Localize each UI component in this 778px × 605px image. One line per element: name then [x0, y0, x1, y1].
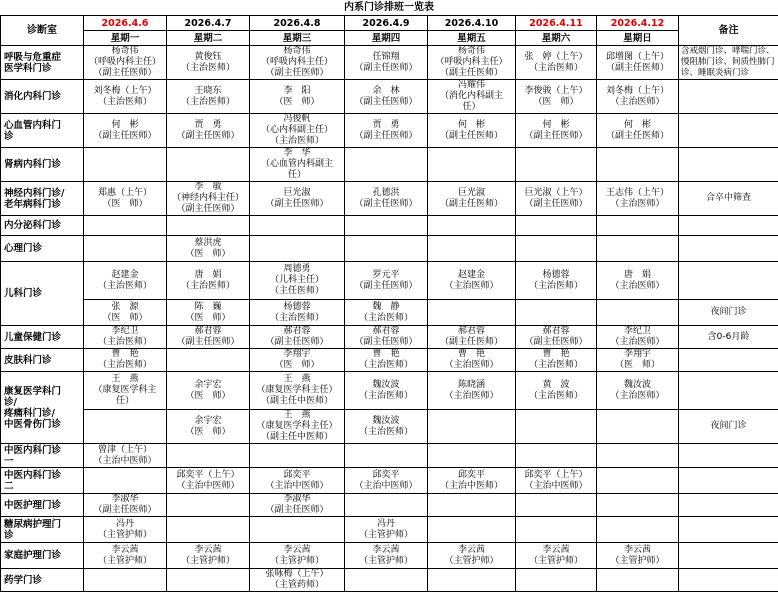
- schedule-cell: [84, 148, 167, 182]
- weekday-header: 星期日: [597, 31, 679, 46]
- schedule-cell: 任锦翔 （副主任医师）: [345, 46, 428, 80]
- schedule-cell: 何 彬 （副主任医师）: [597, 114, 679, 148]
- schedule-cell: 郑惠（上午） （医 师）: [84, 182, 167, 216]
- schedule-cell: 冯耀伟 （消化内科副主 任）: [428, 80, 516, 114]
- schedule-table: [0, 15, 778, 592]
- table-row: [1, 148, 778, 182]
- weekday-header: 星期二: [167, 31, 250, 46]
- schedule-cell: 郝君蓉 （副主任医师）: [167, 326, 250, 349]
- note-cell: [679, 494, 778, 517]
- schedule-cell: [597, 216, 679, 236]
- table-row: [1, 410, 778, 444]
- schedule-cell: [516, 410, 597, 444]
- note-cell: [679, 569, 778, 592]
- schedule-cell: [345, 569, 428, 592]
- schedule-cell: [428, 569, 516, 592]
- schedule-cell: 李翔宇 （医 师）: [250, 349, 345, 372]
- schedule-cell: [516, 517, 597, 543]
- table-row: [1, 326, 778, 349]
- schedule-cell: [167, 569, 250, 592]
- schedule-cell: [516, 148, 597, 182]
- note-cell: [679, 236, 778, 262]
- note-cell: [679, 216, 778, 236]
- schedule-cell: 李云茜 （主管护师）: [167, 543, 250, 569]
- schedule-cell: [250, 444, 345, 468]
- dept-header: 诊断室: [1, 16, 84, 46]
- dept-name: 皮肤科门诊: [1, 349, 84, 372]
- schedule-cell: 贾 勇 （副主任医师）: [345, 114, 428, 148]
- schedule-cell: [345, 444, 428, 468]
- dept-name: 儿童保健门诊: [1, 326, 84, 349]
- schedule-cell: 王 燕 （康复医学科主任） （副主任中医师）: [250, 410, 345, 444]
- schedule-cell: 巨光淑 （副主任医师）: [250, 182, 345, 216]
- schedule-cell: 李淑华 （副主任医师）: [84, 494, 167, 517]
- table-row: [1, 46, 778, 80]
- schedule-cell: 李云茜 （主管护师）: [516, 543, 597, 569]
- schedule-cell: 郝君蓉 （副主任医师）: [345, 326, 428, 349]
- schedule-cell: 黄俊钰 （主治医师）: [167, 46, 250, 80]
- schedule-cell: [597, 300, 679, 326]
- schedule-cell: 魏汝波 （主治医师）: [345, 410, 428, 444]
- schedule-cell: [428, 300, 516, 326]
- schedule-cell: 李云茜 （主管护师）: [428, 543, 516, 569]
- schedule-cell: 李 敏 （神经内科主任） （副主任医师）: [167, 182, 250, 216]
- schedule-cell: 张 源 （医 师）: [84, 300, 167, 326]
- schedule-cell: 张咏梅（上午） （主管药师）: [250, 569, 345, 592]
- schedule-cell: 陈 巍 （医 师）: [167, 300, 250, 326]
- schedule-cell: [428, 444, 516, 468]
- schedule-cell: 郝君蓉 （副主任医师）: [428, 326, 516, 349]
- schedule-cell: 杨奇伟 （呼吸内科主任） （副主任医师）: [250, 46, 345, 80]
- weekday-header: 星期四: [345, 31, 428, 46]
- note-cell: [679, 262, 778, 300]
- schedule-cell: [597, 444, 679, 468]
- dept-name: 消化内科门诊: [1, 80, 84, 114]
- schedule-cell: 赵建金 （主治医师）: [84, 262, 167, 300]
- schedule-cell: 李云茜 （主管护师）: [250, 543, 345, 569]
- schedule-cell: [84, 236, 167, 262]
- schedule-cell: 周德勇 （儿科主任） （主任医师）: [250, 262, 345, 300]
- dept-name: 呼吸与危重症 医学科门诊: [1, 46, 84, 80]
- schedule-cell: 巨光淑（上午） （副主任医师）: [516, 182, 597, 216]
- schedule-cell: 余 林 （副主任医师）: [345, 80, 428, 114]
- schedule-cell: 郝君蓉 （副主任医师）: [250, 326, 345, 349]
- schedule-cell: [167, 216, 250, 236]
- schedule-cell: 李云茜 （主管护师）: [597, 543, 679, 569]
- schedule-cell: [597, 148, 679, 182]
- schedule-cell: [345, 236, 428, 262]
- schedule-cell: 罗元平 （副主任医师）: [345, 262, 428, 300]
- schedule-cell: 唐 娟 （主治医师）: [167, 262, 250, 300]
- schedule-cell: 郝君蓉 （副主任医师）: [516, 326, 597, 349]
- schedule-cell: [516, 569, 597, 592]
- schedule-cell: 杨奇伟 （呼吸内科主任） （副主任医师）: [428, 46, 516, 80]
- schedule-cell: [597, 468, 679, 494]
- schedule-cell: [167, 444, 250, 468]
- dept-name: 神经内科门诊/ 老年病科门诊: [1, 182, 84, 216]
- table-row: [1, 262, 778, 300]
- table-row: [1, 468, 778, 494]
- dept-name: 内分泌科门诊: [1, 216, 84, 236]
- schedule-cell: [250, 236, 345, 262]
- note-cell: [679, 444, 778, 468]
- dept-name: 肾病内科门诊: [1, 148, 84, 182]
- schedule-cell: [250, 216, 345, 236]
- schedule-cell: [428, 517, 516, 543]
- note-cell: [679, 80, 778, 114]
- schedule-cell: [597, 236, 679, 262]
- weekday-header: 星期六: [516, 31, 597, 46]
- table-row: [1, 372, 778, 410]
- schedule-cell: 何 彬 （副主任医师）: [516, 114, 597, 148]
- schedule-cell: 李云茜 （主管护师）: [345, 543, 428, 569]
- schedule-cell: [167, 494, 250, 517]
- schedule-cell: 张 婷（上午） （主治医师）: [516, 46, 597, 80]
- date-header: 2026.4.11: [516, 16, 597, 31]
- schedule-cell: 李 阳 （医 师）: [250, 80, 345, 114]
- schedule-cell: [516, 236, 597, 262]
- table-row: [1, 114, 778, 148]
- schedule-cell: 王晓东 （主治医师）: [167, 80, 250, 114]
- date-header: 2026.4.9: [345, 16, 428, 31]
- table-row: [1, 216, 778, 236]
- schedule-cell: 冯丹 （主管护师）: [84, 517, 167, 543]
- dept-name: 中医内科门诊 二: [1, 468, 84, 494]
- table-row: [1, 543, 778, 569]
- table-row: [1, 80, 778, 114]
- schedule-cell: 李纪卫 （主治医师）: [597, 326, 679, 349]
- note-cell: 夜间门诊: [679, 300, 778, 326]
- schedule-cell: 李俊骏（上午） （医 师）: [516, 80, 597, 114]
- schedule-cell: [428, 236, 516, 262]
- schedule-cell: 蔡洪虎 （医 师）: [167, 236, 250, 262]
- note-cell: [679, 114, 778, 148]
- schedule-cell: [84, 216, 167, 236]
- dept-name: 儿科门诊: [1, 262, 84, 326]
- schedule-cell: 曹 艳 （主治医师）: [516, 349, 597, 372]
- table-row: [1, 444, 778, 468]
- schedule-cell: [84, 569, 167, 592]
- schedule-cell: [428, 148, 516, 182]
- schedule-cell: 王 燕 （康复医学科主 任）: [84, 372, 167, 410]
- header-date-row: [1, 16, 778, 31]
- dept-name: 家庭护理门诊: [1, 543, 84, 569]
- schedule-cell: 曹 艳 （主治医师）: [84, 349, 167, 372]
- schedule-cell: 曾津（上午） （主治中医师）: [84, 444, 167, 468]
- table-row: [1, 517, 778, 543]
- dept-name: 药学门诊: [1, 569, 84, 592]
- dept-name: 康复医学科门 诊/ 疼痛科门诊/ 中医骨伤门诊: [1, 372, 84, 444]
- dept-name: 中医护理门诊: [1, 494, 84, 517]
- dept-name: 糖尿病护理门 诊: [1, 517, 84, 543]
- note-cell: [679, 517, 778, 543]
- schedule-cell: 邱奕平（上午） （主治中医师）: [516, 468, 597, 494]
- schedule-cell: 贾 勇 （副主任医师）: [167, 114, 250, 148]
- note-cell: 合卒中筛查: [679, 182, 778, 216]
- note-cell: [679, 148, 778, 182]
- dept-name: 心理门诊: [1, 236, 84, 262]
- note-header: 备注: [679, 16, 778, 46]
- schedule-cell: [597, 517, 679, 543]
- header-day-row: [1, 31, 778, 46]
- schedule-cell: 冯丹 （主管护师）: [345, 517, 428, 543]
- schedule-cell: 曹 艳 （主治医师）: [345, 349, 428, 372]
- dept-name: 中医内科门诊 一: [1, 444, 84, 468]
- schedule-cell: 李纪卫 （主治医师）: [84, 326, 167, 349]
- table-row: [1, 569, 778, 592]
- schedule-cell: [597, 410, 679, 444]
- schedule-cell: [428, 410, 516, 444]
- weekday-header: 星期五: [428, 31, 516, 46]
- schedule-cell: 赵建金 （主治医师）: [428, 262, 516, 300]
- note-cell: [679, 468, 778, 494]
- schedule-cell: 杨奇伟 （呼吸内科主任） （副主任医师）: [84, 46, 167, 80]
- schedule-cell: [84, 410, 167, 444]
- schedule-cell: 巨光淑 （副主任医师）: [428, 182, 516, 216]
- weekday-header: 星期一: [84, 31, 167, 46]
- schedule-cell: [167, 148, 250, 182]
- page-title: 内系门诊排班一览表: [344, 2, 434, 13]
- table-row: [1, 300, 778, 326]
- schedule-cell: 杨德蓉 （主治医师）: [516, 262, 597, 300]
- date-header: 2026.4.7: [167, 16, 250, 31]
- date-header: 2026.4.10: [428, 16, 516, 31]
- schedule-cell: 李 华 （心血管内科副主 任）: [250, 148, 345, 182]
- schedule-cell: 唐 娟 （主治医师）: [597, 262, 679, 300]
- schedule-cell: [516, 444, 597, 468]
- schedule-cell: 魏汝波 （主治医师）: [597, 372, 679, 410]
- note-cell: 含0-6月龄: [679, 326, 778, 349]
- schedule-cell: [428, 216, 516, 236]
- schedule-cell: [516, 300, 597, 326]
- schedule-cell: 冯俊帆 （心内科副主任） （主治医师）: [250, 114, 345, 148]
- schedule-cell: 余宇宏 （医 师）: [167, 410, 250, 444]
- schedule-cell: 余宇宏 （医 师）: [167, 372, 250, 410]
- schedule-cell: 孔德洪 （副主任医师）: [345, 182, 428, 216]
- schedule-cell: 刘冬梅（上午） （主治医师）: [84, 80, 167, 114]
- schedule-cell: [167, 517, 250, 543]
- schedule-cell: 曹 艳 （主治医师）: [428, 349, 516, 372]
- schedule-cell: [597, 494, 679, 517]
- note-cell: [679, 543, 778, 569]
- schedule-cell: 王志伟（上午） （主治医师）: [597, 182, 679, 216]
- table-row: [1, 236, 778, 262]
- schedule-cell: 邱奕平（上午） （主治中医师）: [167, 468, 250, 494]
- table-row: [1, 182, 778, 216]
- schedule-cell: 王 燕 （康复医学科主任） （副主任中医师）: [250, 372, 345, 410]
- table-row: [1, 494, 778, 517]
- schedule-cell: 李翔宇 （医 师）: [597, 349, 679, 372]
- schedule-cell: 陈晓涵 （主治医师）: [428, 372, 516, 410]
- date-header: 2026.4.8: [250, 16, 345, 31]
- date-header: 2026.4.6: [84, 16, 167, 31]
- schedule-cell: [345, 216, 428, 236]
- schedule-cell: 何 彬 （副主任医师）: [428, 114, 516, 148]
- note-cell: 含戒烟门诊、哮喘门诊、慢阻肺门诊、间质性肺门诊、睡眠炎病门诊: [679, 46, 778, 80]
- note-cell: [679, 349, 778, 372]
- schedule-cell: 杨德蓉 （主治医师）: [250, 300, 345, 326]
- schedule-cell: 何 彬 （副主任医师）: [84, 114, 167, 148]
- schedule-cell: [428, 494, 516, 517]
- schedule-cell: 邱增图（上午） （副主任医师）: [597, 46, 679, 80]
- schedule-cell: 刘冬梅（上午） （主治医师）: [597, 80, 679, 114]
- dept-name: 心血管内科门 诊: [1, 114, 84, 148]
- schedule-cell: [516, 216, 597, 236]
- schedule-cell: [345, 148, 428, 182]
- schedule-cell: [345, 494, 428, 517]
- schedule-cell: 魏 静 （主治医师）: [345, 300, 428, 326]
- note-cell: 夜间门诊: [679, 410, 778, 444]
- schedule-cell: [516, 494, 597, 517]
- schedule-cell: [597, 569, 679, 592]
- schedule-cell: [250, 517, 345, 543]
- schedule-cell: 邱奕平 （主治中医师）: [428, 468, 516, 494]
- schedule-cell: 邱奕平 （主治中医师）: [345, 468, 428, 494]
- table-row: [1, 349, 778, 372]
- schedule-cell: 魏汝波 （主治医师）: [345, 372, 428, 410]
- schedule-cell: 黄 波 （主治医师）: [516, 372, 597, 410]
- schedule-cell: 邱奕平 （主治中医师）: [250, 468, 345, 494]
- note-cell: [679, 372, 778, 410]
- date-header: 2026.4.12: [597, 16, 679, 31]
- schedule-cell: 李淑华 （副主任医师）: [250, 494, 345, 517]
- schedule-cell: [84, 468, 167, 494]
- weekday-header: 星期三: [250, 31, 345, 46]
- schedule-cell: [167, 349, 250, 372]
- schedule-cell: 李云茜 （主管护师）: [84, 543, 167, 569]
